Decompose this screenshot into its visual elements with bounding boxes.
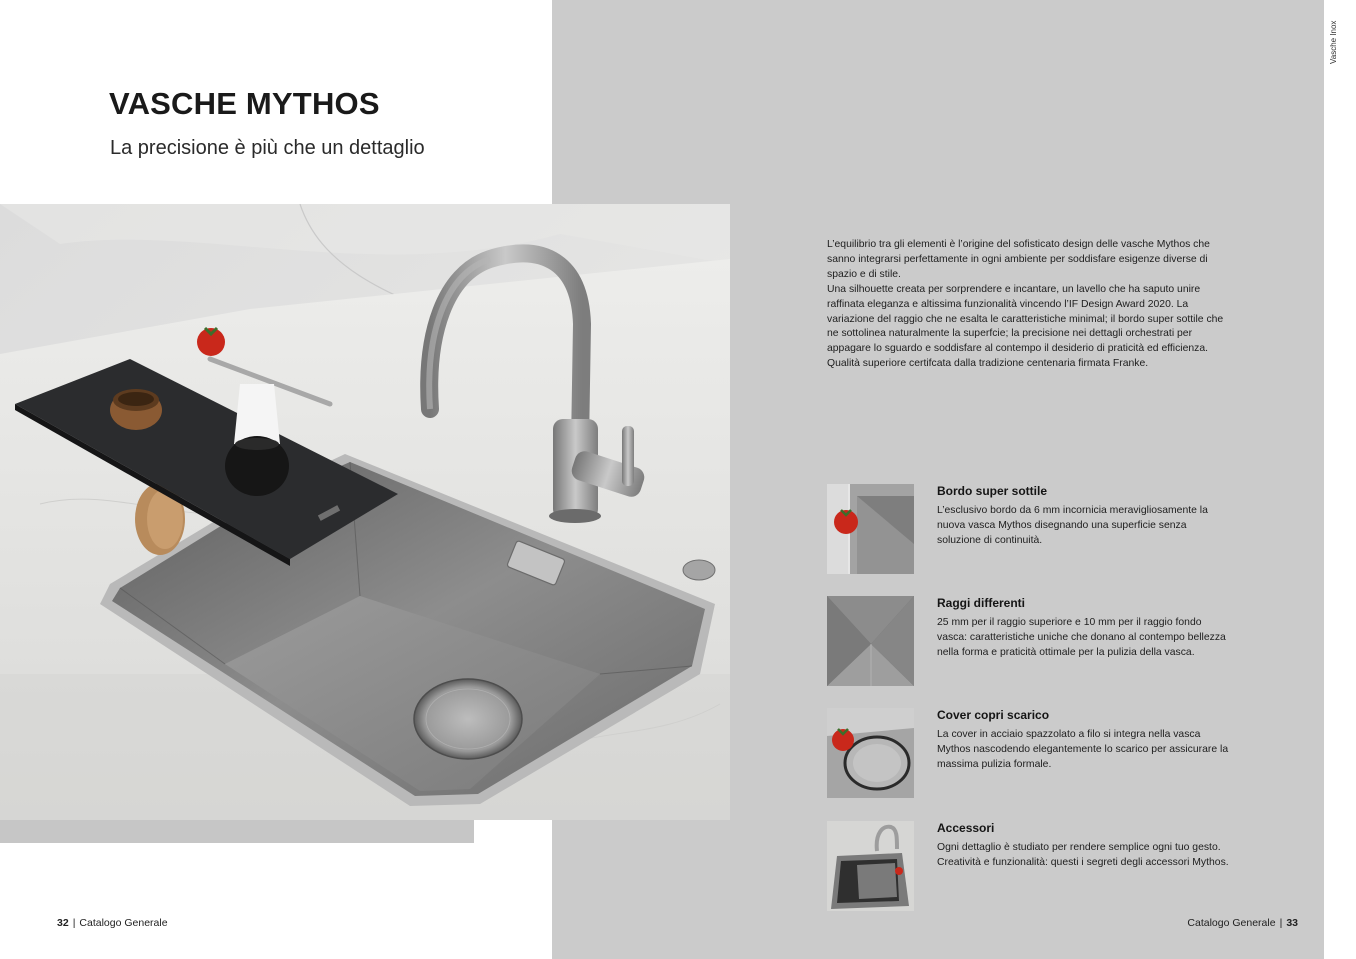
footer-separator: |: [1279, 917, 1283, 929]
feature-thumb-radius: [827, 596, 914, 686]
feature-accessori: [827, 821, 1237, 913]
footer-label-right: Catalogo Generale: [1187, 917, 1276, 929]
page-number-right: 33: [1286, 917, 1298, 929]
hero-sink-photo: [0, 204, 730, 820]
feature-text: L’esclusivo bordo da 6 mm incornicia meravigliosamente la nuova vasca Mythos disegnando una superficie senza soluzione di continuità.: [937, 505, 1208, 546]
feature-thumb-accessories: [827, 821, 914, 911]
footer-left: [57, 917, 168, 929]
feature-title: Bordo super sottile: [937, 484, 1048, 498]
feature-title: Raggi differenti: [937, 596, 1026, 610]
footer-right: [1140, 917, 1298, 929]
intro-text: [827, 238, 1227, 372]
footer-separator: |: [72, 917, 76, 929]
page-number-left: 32: [57, 917, 69, 929]
feature-text: La cover in acciaio spazzolato a filo si integra nella vasca Mythos nascodendo elegantemente lo scarico per assicurare la massima pulizia formale.: [937, 729, 1229, 770]
feature-title: Accessori: [937, 821, 995, 835]
feature-thumb-edge: [827, 484, 914, 574]
feature-raggi-differenti: [827, 596, 1237, 688]
footer-label-left: Catalogo Generale: [79, 917, 168, 929]
feature-text: 25 mm per il raggio superiore e 10 mm per il raggio fondo vasca: caratteristiche uniche che donano al contempo bellezza nella forma e praticità ottimale per la pulizia della vasca.: [937, 617, 1226, 658]
feature-bordo-super-sottile: [827, 484, 1237, 576]
feature-cover-copri-scarico: [827, 708, 1237, 800]
page-subtitle: La precisione è più che un dettaglio: [110, 137, 425, 159]
feature-title: Cover copri scarico: [937, 708, 1050, 722]
intro-paragraph-1: L’equilibrio tra gli elementi è l’origine del sofisticato design delle vasche Mythos che sanno integrarsi perfettamente in ogni ambiente per soddisfare esigenze diverse di spazio e di stile.: [827, 239, 1210, 280]
feature-text: Ogni dettaglio è studiato per rendere semplice ogni tuo gesto. Creatività e funzionalità: questi i segreti degli accessori Mythos.: [937, 842, 1229, 868]
page-title: VASCHE MYTHOS: [109, 86, 380, 121]
intro-paragraph-2: Una silhouette creata per sorprendere e incantare, un lavello che ha saputo unire raffinata eleganza e altissima funzionalità vincendo l’IF Design Award 2020. La variazione del raggio che ne esalta le caratteristiche minimal; il bordo super sottile che ne sottolinea naturalmente la superfcie; la precisione nei dettagli orchestrati per appagare lo sguardo e soddisfare al contempo il desiderio di praticità ed efficienza. Qualità superiore certifcata dalla tradizione centenaria firmata Franke.: [827, 283, 1224, 370]
section-tab: Vasche Inox: [1329, 20, 1338, 64]
side-strip: [1324, 0, 1356, 959]
feature-thumb-drain: [827, 708, 914, 798]
